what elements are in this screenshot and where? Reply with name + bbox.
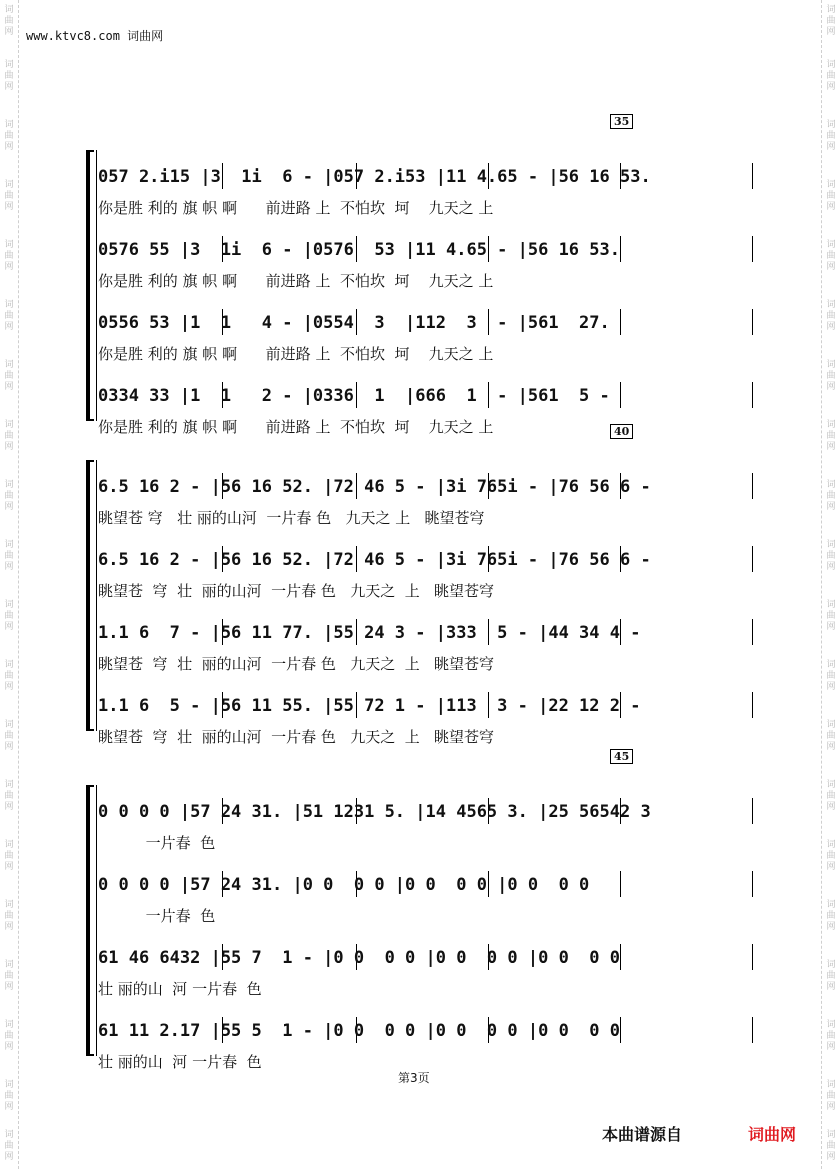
side-watermark-mark bbox=[824, 420, 838, 453]
side-watermark-char: 词 bbox=[4, 120, 14, 130]
side-watermark-char: 词 bbox=[4, 540, 14, 550]
side-watermark-char: 词 bbox=[4, 240, 14, 250]
side-watermark-char: 曲 bbox=[826, 71, 836, 81]
side-watermark-mark bbox=[824, 1020, 838, 1053]
side-watermark-char: 曲 bbox=[4, 671, 14, 681]
side-watermark-char: 曲 bbox=[826, 191, 836, 201]
side-watermark-char: 网 bbox=[4, 682, 14, 692]
side-watermark-char: 曲 bbox=[826, 1141, 836, 1151]
side-watermark-char: 曲 bbox=[826, 971, 836, 981]
side-watermark-char: 词 bbox=[4, 60, 14, 70]
site-name[interactable]: 词曲网 bbox=[127, 29, 164, 43]
side-watermark-char: 词 bbox=[4, 720, 14, 730]
side-watermark-char: 曲 bbox=[4, 1141, 14, 1151]
side-watermark-char: 词 bbox=[826, 540, 836, 550]
system-bracket bbox=[86, 460, 94, 731]
side-watermark-char: 词 bbox=[826, 240, 836, 250]
side-watermark-char: 网 bbox=[826, 142, 836, 152]
side-watermark-char: 曲 bbox=[4, 371, 14, 381]
side-watermark-char: 词 bbox=[826, 360, 836, 370]
bar-line bbox=[620, 236, 621, 262]
side-watermark-char: 曲 bbox=[826, 791, 836, 801]
source-brand-link[interactable]: 词曲网 bbox=[748, 1125, 797, 1144]
side-watermark-char: 网 bbox=[4, 742, 14, 752]
site-url-text[interactable]: www.ktvc8.com bbox=[26, 29, 120, 43]
side-watermark-char: 网 bbox=[826, 82, 836, 92]
side-watermark-char: 网 bbox=[826, 922, 836, 932]
side-watermark-mark bbox=[824, 5, 838, 38]
side-watermark-char: 曲 bbox=[826, 851, 836, 861]
bar-line bbox=[752, 798, 753, 824]
staff-lyrics: 眺望苍 穹 壮 丽的山河 一片春 色 九天之 上 眺望苍穹 bbox=[98, 509, 485, 527]
side-watermark-char: 网 bbox=[4, 1102, 14, 1112]
side-watermark-char: 词 bbox=[4, 1130, 14, 1140]
side-watermark-char: 曲 bbox=[4, 851, 14, 861]
bar-line bbox=[620, 1017, 621, 1043]
side-watermark-char: 词 bbox=[826, 660, 836, 670]
side-watermark-char: 词 bbox=[826, 480, 836, 490]
side-watermark-char: 曲 bbox=[4, 191, 14, 201]
side-watermark-char: 网 bbox=[4, 1152, 14, 1162]
side-watermark-char: 曲 bbox=[826, 431, 836, 441]
side-watermark-char: 曲 bbox=[826, 251, 836, 261]
side-watermark-char: 网 bbox=[4, 802, 14, 812]
bar-line bbox=[752, 382, 753, 408]
side-watermark-char: 网 bbox=[826, 742, 836, 752]
right-watermark-strip bbox=[821, 0, 840, 1169]
side-watermark-char: 词 bbox=[826, 600, 836, 610]
side-watermark-char: 曲 bbox=[826, 371, 836, 381]
side-watermark-char: 网 bbox=[4, 27, 14, 37]
side-watermark-char: 曲 bbox=[4, 71, 14, 81]
side-watermark-char: 词 bbox=[4, 1020, 14, 1030]
side-watermark-mark bbox=[824, 600, 838, 633]
side-watermark-mark bbox=[824, 660, 838, 693]
side-watermark-mark bbox=[824, 180, 838, 213]
source-label: 本曲谱源自 bbox=[602, 1125, 683, 1144]
side-watermark-char: 词 bbox=[4, 900, 14, 910]
side-watermark-char: 网 bbox=[4, 322, 14, 332]
side-watermark-char: 曲 bbox=[826, 311, 836, 321]
side-watermark-mark bbox=[824, 480, 838, 513]
side-watermark-char: 网 bbox=[826, 502, 836, 512]
side-watermark-char: 词 bbox=[826, 780, 836, 790]
side-watermark-char: 曲 bbox=[826, 911, 836, 921]
side-watermark-char: 曲 bbox=[826, 551, 836, 561]
side-watermark-char: 词 bbox=[826, 300, 836, 310]
staff-lyrics: 眺望苍 穹 壮 丽的山河 一片春 色 九天之 上 眺望苍穹 bbox=[98, 655, 495, 673]
side-watermark-char: 网 bbox=[4, 262, 14, 272]
bar-line bbox=[752, 944, 753, 970]
side-watermark-mark bbox=[2, 1020, 16, 1053]
bar-line bbox=[752, 871, 753, 897]
bar-line bbox=[752, 619, 753, 645]
side-watermark-char: 词 bbox=[4, 300, 14, 310]
side-watermark-mark bbox=[2, 840, 16, 873]
staff-lyrics: 一片春 色 bbox=[98, 834, 216, 852]
side-watermark-mark bbox=[2, 960, 16, 993]
side-watermark-char: 词 bbox=[4, 600, 14, 610]
side-watermark-char: 网 bbox=[826, 862, 836, 872]
side-watermark-char: 词 bbox=[4, 360, 14, 370]
side-watermark-mark bbox=[2, 600, 16, 633]
side-watermark-mark bbox=[2, 360, 16, 393]
staff-notes: 1.1 6 5 - |56 11 55. |55 72 1 - |113 3 - |22 12 2 - bbox=[98, 696, 641, 716]
side-watermark-char: 曲 bbox=[4, 551, 14, 561]
staff-notes: 0 0 0 0 |57 24 31. |51 1231 5. |14 4565 3. |25 56542 3 bbox=[98, 802, 651, 822]
side-watermark-mark bbox=[2, 240, 16, 273]
side-watermark-char: 曲 bbox=[4, 971, 14, 981]
side-watermark-char: 网 bbox=[826, 982, 836, 992]
staff-notes: 0 0 0 0 |57 24 31. |0 0 0 0 |0 0 0 0 |0 0 0 0 bbox=[98, 875, 590, 895]
staff-notes: 61 46 6432 |55 7 1 - |0 0 0 0 |0 0 0 0 |0 0 0 0 bbox=[98, 948, 620, 968]
side-watermark-char: 词 bbox=[826, 900, 836, 910]
bar-line bbox=[752, 236, 753, 262]
side-watermark-mark bbox=[2, 180, 16, 213]
staff-notes: 61 11 2.17 |55 5 1 - |0 0 0 0 |0 0 0 0 |0 0 0 0 bbox=[98, 1021, 620, 1041]
side-watermark-char: 曲 bbox=[4, 791, 14, 801]
side-watermark-char: 词 bbox=[4, 180, 14, 190]
side-watermark-mark bbox=[2, 720, 16, 753]
side-watermark-char: 曲 bbox=[4, 431, 14, 441]
side-watermark-char: 曲 bbox=[826, 1031, 836, 1041]
bar-line bbox=[620, 382, 621, 408]
side-watermark-char: 词 bbox=[4, 660, 14, 670]
side-watermark-char: 网 bbox=[826, 382, 836, 392]
side-watermark-char: 曲 bbox=[826, 731, 836, 741]
left-watermark-strip bbox=[0, 0, 19, 1169]
side-watermark-char: 词 bbox=[4, 960, 14, 970]
side-watermark-mark bbox=[2, 120, 16, 153]
rehearsal-mark: 45 bbox=[610, 749, 633, 764]
side-watermark-char: 曲 bbox=[826, 491, 836, 501]
system-start-line bbox=[96, 150, 97, 421]
staff-notes: 0576 55 |3 1i 6 - |0576 53 |11 4.65 - |56 16 53. bbox=[98, 240, 620, 260]
side-watermark-mark bbox=[2, 660, 16, 693]
side-watermark-char: 词 bbox=[4, 780, 14, 790]
bar-line bbox=[620, 309, 621, 335]
staff-lyrics: 你是胜 利的 旗 帜 啊 前进路 上 不怕坎 坷 九天之 上 bbox=[98, 345, 494, 363]
side-watermark-mark bbox=[824, 300, 838, 333]
side-watermark-char: 网 bbox=[826, 1042, 836, 1052]
side-watermark-char: 网 bbox=[826, 442, 836, 452]
side-watermark-char: 网 bbox=[4, 142, 14, 152]
side-watermark-char: 网 bbox=[4, 562, 14, 572]
side-watermark-mark bbox=[2, 420, 16, 453]
bar-line bbox=[752, 309, 753, 335]
side-watermark-char: 网 bbox=[826, 622, 836, 632]
staff-lyrics: 一片春 色 bbox=[98, 907, 216, 925]
side-watermark-char: 曲 bbox=[4, 251, 14, 261]
bar-line bbox=[620, 944, 621, 970]
side-watermark-char: 词 bbox=[4, 840, 14, 850]
side-watermark-char: 曲 bbox=[826, 131, 836, 141]
side-watermark-char: 网 bbox=[4, 502, 14, 512]
side-watermark-char: 网 bbox=[4, 622, 14, 632]
staff-notes: 6.5 16 2 - |56 16 52. |72 46 5 - |3i 765i - |76 56 6 - bbox=[98, 477, 651, 497]
bar-line bbox=[752, 1017, 753, 1043]
side-watermark-mark bbox=[824, 840, 838, 873]
side-watermark-char: 网 bbox=[826, 1152, 836, 1162]
bar-line bbox=[752, 473, 753, 499]
system-bracket bbox=[86, 150, 94, 421]
side-watermark-mark bbox=[824, 1130, 838, 1163]
side-watermark-mark bbox=[824, 360, 838, 393]
side-watermark-mark bbox=[824, 1080, 838, 1113]
side-watermark-char: 词 bbox=[826, 120, 836, 130]
side-watermark-char: 网 bbox=[4, 1042, 14, 1052]
side-watermark-char: 网 bbox=[826, 1102, 836, 1112]
side-watermark-mark bbox=[2, 780, 16, 813]
side-watermark-char: 曲 bbox=[826, 16, 836, 26]
side-watermark-mark bbox=[824, 540, 838, 573]
side-watermark-char: 曲 bbox=[4, 911, 14, 921]
side-watermark-char: 词 bbox=[4, 5, 14, 15]
side-watermark-char: 曲 bbox=[4, 731, 14, 741]
bar-line bbox=[752, 163, 753, 189]
staff-lyrics: 你是胜 利的 旗 帜 啊 前进路 上 不怕坎 坷 九天之 上 bbox=[98, 272, 494, 290]
side-watermark-char: 曲 bbox=[4, 131, 14, 141]
side-watermark-char: 曲 bbox=[826, 671, 836, 681]
side-watermark-char: 词 bbox=[826, 5, 836, 15]
side-watermark-char: 网 bbox=[4, 982, 14, 992]
side-watermark-mark bbox=[2, 480, 16, 513]
side-watermark-char: 曲 bbox=[4, 491, 14, 501]
side-watermark-mark bbox=[2, 1130, 16, 1163]
side-watermark-char: 词 bbox=[826, 720, 836, 730]
staff-notes: 6.5 16 2 - |56 16 52. |72 46 5 - |3i 765i - |76 56 6 - bbox=[98, 550, 651, 570]
system-start-line bbox=[96, 460, 97, 731]
side-watermark-mark bbox=[2, 60, 16, 93]
staff-notes: 0334 33 |1 1 2 - |0336 1 |666 1 - |561 5 - bbox=[98, 386, 610, 406]
side-watermark-char: 词 bbox=[826, 1130, 836, 1140]
side-watermark-char: 网 bbox=[4, 922, 14, 932]
side-watermark-char: 曲 bbox=[826, 611, 836, 621]
side-watermark-char: 曲 bbox=[4, 16, 14, 26]
staff-notes: 0556 53 |1 1 4 - |0554 3 |112 3 - |561 27. bbox=[98, 313, 610, 333]
staff-lyrics: 眺望苍 穹 壮 丽的山河 一片春 色 九天之 上 眺望苍穹 bbox=[98, 582, 495, 600]
bar-line bbox=[620, 871, 621, 897]
side-watermark-char: 网 bbox=[826, 802, 836, 812]
staff-lyrics: 壮 丽的山 河 一片春 色 bbox=[98, 980, 262, 998]
staff-lyrics: 你是胜 利的 旗 帜 啊 前进路 上 不怕坎 坷 九天之 上 bbox=[98, 418, 494, 436]
bar-line bbox=[752, 546, 753, 572]
side-watermark-char: 词 bbox=[826, 840, 836, 850]
side-watermark-char: 词 bbox=[4, 480, 14, 490]
side-watermark-char: 网 bbox=[4, 202, 14, 212]
side-watermark-char: 曲 bbox=[4, 611, 14, 621]
side-watermark-mark bbox=[2, 900, 16, 933]
side-watermark-char: 词 bbox=[826, 1020, 836, 1030]
rehearsal-mark: 35 bbox=[610, 114, 633, 129]
side-watermark-char: 网 bbox=[826, 322, 836, 332]
system-start-line bbox=[96, 785, 97, 1056]
site-url[interactable] bbox=[26, 27, 163, 44]
side-watermark-char: 曲 bbox=[4, 311, 14, 321]
side-watermark-mark bbox=[2, 1080, 16, 1113]
side-watermark-char: 网 bbox=[4, 442, 14, 452]
staff-lyrics: 你是胜 利的 旗 帜 啊 前进路 上 不怕坎 坷 九天之 上 bbox=[98, 199, 494, 217]
side-watermark-char: 词 bbox=[4, 420, 14, 430]
side-watermark-mark bbox=[824, 960, 838, 993]
system-bracket bbox=[86, 785, 94, 1056]
side-watermark-mark bbox=[824, 780, 838, 813]
staff-lyrics: 眺望苍 穹 壮 丽的山河 一片春 色 九天之 上 眺望苍穹 bbox=[98, 728, 495, 746]
side-watermark-char: 网 bbox=[4, 862, 14, 872]
staff-notes: 1.1 6 7 - |56 11 77. |55 24 3 - |333 5 - |44 34 4 - bbox=[98, 623, 641, 643]
bar-line bbox=[752, 692, 753, 718]
side-watermark-mark bbox=[824, 60, 838, 93]
side-watermark-char: 词 bbox=[826, 420, 836, 430]
side-watermark-mark bbox=[824, 240, 838, 273]
side-watermark-mark bbox=[824, 720, 838, 753]
staff-lyrics: 壮 丽的山 河 一片春 色 bbox=[98, 1053, 262, 1071]
side-watermark-char: 词 bbox=[826, 960, 836, 970]
side-watermark-mark bbox=[824, 120, 838, 153]
side-watermark-char: 网 bbox=[826, 262, 836, 272]
side-watermark-char: 网 bbox=[826, 562, 836, 572]
side-watermark-mark bbox=[2, 540, 16, 573]
side-watermark-char: 网 bbox=[826, 27, 836, 37]
side-watermark-char: 网 bbox=[826, 682, 836, 692]
side-watermark-mark bbox=[2, 300, 16, 333]
side-watermark-char: 网 bbox=[4, 382, 14, 392]
side-watermark-char: 网 bbox=[826, 202, 836, 212]
page-number: 第3页 bbox=[398, 1071, 430, 1085]
side-watermark-char: 网 bbox=[4, 82, 14, 92]
side-watermark-char: 词 bbox=[826, 1080, 836, 1090]
side-watermark-mark bbox=[824, 900, 838, 933]
rehearsal-mark: 40 bbox=[610, 424, 633, 439]
side-watermark-char: 词 bbox=[826, 60, 836, 70]
staff-notes: 057 2.i15 |3 1i 6 - |057 2.i53 |11 4.65 - |56 16 53. bbox=[98, 167, 651, 187]
side-watermark-char: 词 bbox=[4, 1080, 14, 1090]
side-watermark-char: 词 bbox=[826, 180, 836, 190]
side-watermark-char: 曲 bbox=[4, 1031, 14, 1041]
side-watermark-char: 曲 bbox=[4, 1091, 14, 1101]
side-watermark-mark bbox=[2, 5, 16, 38]
side-watermark-char: 曲 bbox=[826, 1091, 836, 1101]
